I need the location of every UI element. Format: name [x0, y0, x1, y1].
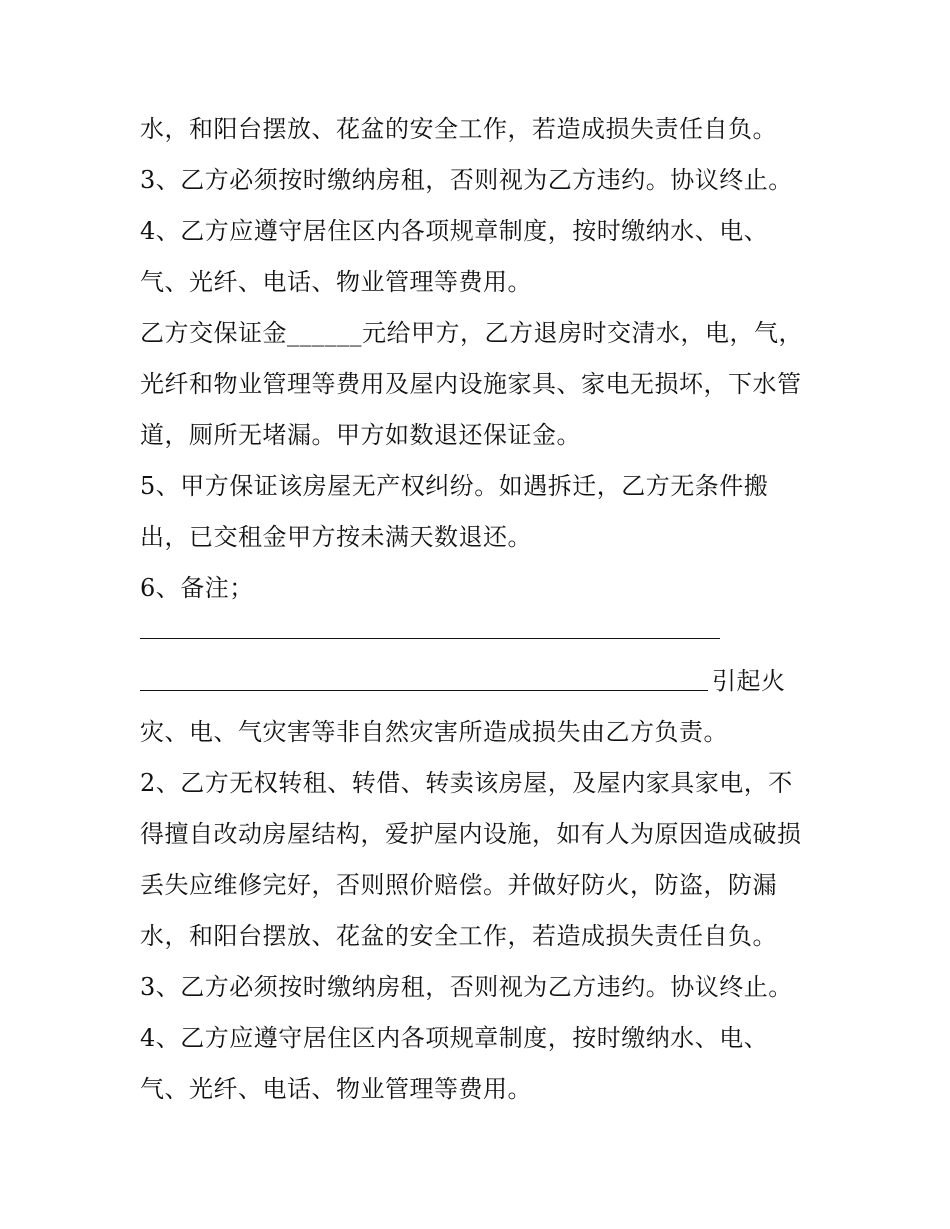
text-line: 道，厕所无堵漏。甲方如数退还保证金。	[140, 421, 581, 449]
text-line: 5、甲方保证该房屋无产权纠纷。如遇拆迁，乙方无条件搬	[140, 472, 769, 500]
text-line: 水，和阳台摆放、花盆的安全工作，若造成损失责任自负。	[140, 115, 777, 143]
blank-fill-line	[140, 690, 708, 691]
text-line: 6、备注；	[140, 574, 254, 602]
text-line: 光纤和物业管理等费用及屋内设施家具、家电无损坏，下水管	[140, 370, 802, 398]
text-line: 丢失应维修完好，否则照价赔偿。并做好防火，防盗，防漏	[140, 871, 777, 899]
text-line: 出，已交租金甲方按未满天数退还。	[140, 523, 532, 551]
text-line: 气、光纤、电话、物业管理等费用。	[140, 1075, 532, 1103]
text-line: 水，和阳台摆放、花盆的安全工作，若造成损失责任自负。	[140, 922, 777, 950]
text-line: 4、乙方应遵守居住区内各项规章制度，按时缴纳水、电、	[140, 217, 769, 245]
text-line: 气、光纤、电话、物业管理等费用。	[140, 268, 532, 296]
text-line: 4、乙方应遵守居住区内各项规章制度，按时缴纳水、电、	[140, 1024, 769, 1052]
text-line: 2、乙方无权转租、转借、转卖该房屋，及屋内家具家电，不	[140, 769, 793, 797]
text-line: 引起火	[712, 667, 786, 695]
text-line: 乙方交保证金______元给甲方，乙方退房时交清水，电，气，	[140, 319, 803, 347]
text-line: 灾、电、气灾害等非自然灾害所造成损失由乙方负责。	[140, 718, 728, 746]
text-line: 3、乙方必须按时缴纳房租，否则视为乙方违约。协议终止。	[140, 973, 793, 1001]
blank-fill-line	[140, 638, 720, 639]
text-line: 3、乙方必须按时缴纳房租，否则视为乙方违约。协议终止。	[140, 166, 793, 194]
text-line: 得擅自改动房屋结构，爱护屋内设施，如有人为原因造成破损	[140, 820, 802, 848]
